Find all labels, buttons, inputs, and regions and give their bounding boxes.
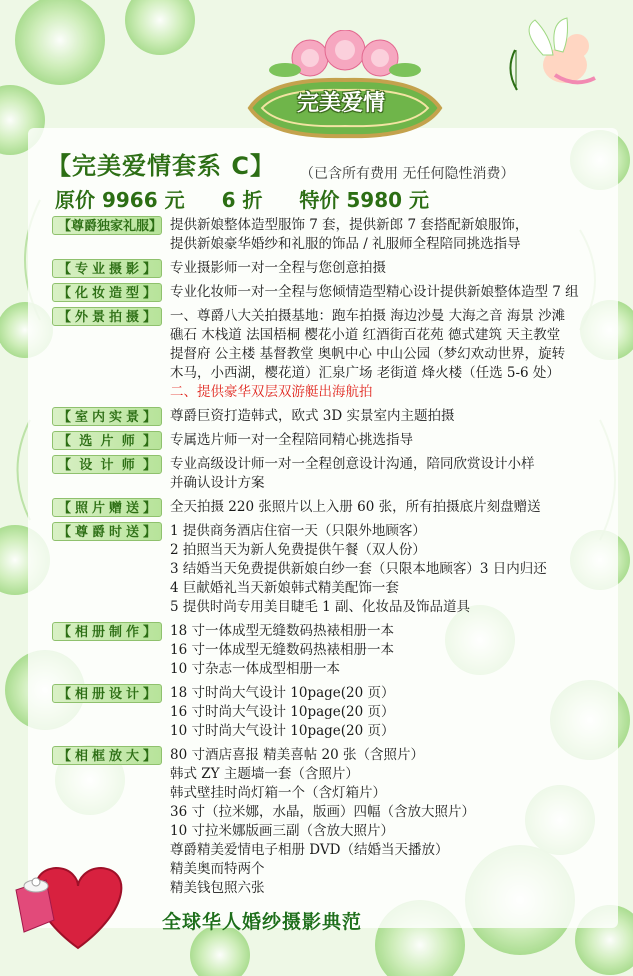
section-line: 提督府 公主楼 基督教堂 奥帆中心 中山公园（梦幻欢动世界，旋转 — [170, 346, 566, 362]
section-line: 10 寸杂志一体成型相册一本 — [170, 661, 340, 677]
section-line: 5 提供时尚专用美目睫毛 1 副、化妆品及饰品道具 — [170, 599, 471, 615]
section-label: 【相册设计】 — [52, 684, 162, 703]
section-label: 【外景拍摄】 — [52, 307, 162, 326]
section-line: 尊爵精美爱情电子相册 DVD（结婚当天播放） — [170, 842, 449, 858]
price-line — [55, 184, 459, 213]
package-section — [52, 746, 622, 898]
section-line: 韩式 ZY 主题墙一套（含照片） — [170, 766, 359, 782]
section-line: 16 寸一体成型无缝数码热裱相册一本 — [170, 642, 394, 658]
section-line: 一、尊爵八大关拍摄基地：跑车拍摄 海边沙曼 大海之音 海景 沙滩 — [170, 308, 566, 324]
badge-title: 完美爱情 — [296, 91, 385, 116]
section-line: 3 结婚当天免费提供新娘白纱一套（只限本地顾客）3 日内归还 — [170, 561, 547, 577]
package-section — [52, 522, 622, 617]
section-line: 36 寸（拉米娜，水晶，版画）四幅（含放大照片） — [170, 804, 475, 820]
section-label: 【相册制作】 — [52, 622, 162, 641]
footer-slogan: 全球华人婚纱摄影典范 — [162, 911, 363, 933]
package-section — [52, 498, 622, 517]
section-line: 80 寸酒店喜报 精美喜帖 20 张（含照片） — [170, 747, 425, 763]
section-label: 【相框放大】 — [52, 746, 162, 765]
package-section — [52, 431, 622, 450]
section-line: 提供新娘豪华婚纱和礼服的饰品 / 礼服师全程陪同挑选指导 — [170, 236, 521, 252]
section-content — [170, 259, 622, 278]
special-price: 特价 5980 元 — [299, 188, 430, 212]
section-content — [170, 622, 622, 679]
section-line: 专业化妆师一对一全程与您倾情造型精心设计提供新娘整体造型 7 组 — [170, 284, 579, 300]
original-price: 原价 9966 元 — [55, 188, 185, 212]
section-line: 专属选片师一对一全程陪同精心挑选指导 — [170, 432, 413, 448]
section-line: 10 寸拉米娜版画三副（含放大照片） — [170, 823, 394, 839]
cupid-icon — [495, 10, 625, 120]
discount: 6 折 — [221, 188, 263, 212]
section-label: 【尊爵独家礼服】 — [52, 216, 162, 235]
package-note: （已含所有费用 无任何隐性消费） — [300, 166, 515, 182]
section-line: 专业高级设计师一对一全程创意设计沟通，陪同欣赏设计小样 — [170, 456, 535, 472]
package-section — [52, 622, 622, 679]
section-content — [170, 216, 622, 254]
section-content — [170, 307, 622, 402]
package-section — [52, 216, 622, 254]
package-section — [52, 283, 622, 302]
package-section — [52, 407, 622, 426]
section-line: 提供新娘整体造型服饰 7 套，提供新郎 7 套搭配新娘服饰， — [170, 217, 529, 233]
section-line: 专业摄影师一对一全程与您创意拍摄 — [170, 260, 386, 276]
section-line: 2 拍照当天为新人免费提供午餐（双人份） — [170, 542, 426, 558]
section-line: 并确认设计方案 — [170, 475, 265, 491]
package-section — [52, 684, 622, 741]
section-label: 【室内实景】 — [52, 407, 162, 426]
section-label: 【选片师】 — [52, 431, 162, 450]
package-section — [52, 455, 622, 493]
package-section — [52, 307, 622, 402]
section-line: 精美奥而特两个 — [170, 861, 265, 877]
section-line: 全天拍摄 220 张照片以上入册 60 张，所有拍摄底片刻盘赠送 — [170, 499, 541, 515]
section-line: 木马，小西湖，樱花道）汇泉广场 老街道 烽火楼（任选 5-6 处） — [170, 365, 560, 381]
section-line: 18 寸时尚大气设计 10page(20 页） — [170, 685, 395, 701]
heart-gift-icon — [6, 830, 136, 960]
package-section — [52, 259, 622, 278]
section-content — [170, 455, 622, 493]
section-label: 【设计师】 — [52, 455, 162, 474]
section-line: 4 巨献婚礼当天新娘韩式精美配饰一套 — [170, 580, 399, 596]
section-line: 18 寸一体成型无缝数码热裱相册一本 — [170, 623, 394, 639]
section-content — [170, 684, 622, 741]
section-line: 10 寸时尚大气设计 10page(20 页） — [170, 723, 395, 739]
section-label: 【专业摄影】 — [52, 259, 162, 278]
section-content — [170, 746, 622, 898]
section-content — [170, 431, 622, 450]
section-line: 16 寸时尚大气设计 10page(20 页） — [170, 704, 395, 720]
section-content — [170, 283, 622, 302]
section-label: 【照片赠送】 — [52, 498, 162, 517]
section-content — [170, 522, 622, 617]
section-content — [170, 498, 622, 517]
package-item-list — [52, 216, 622, 903]
section-label: 【化妆造型】 — [52, 283, 162, 302]
section-label: 【尊爵时送】 — [52, 522, 162, 541]
section-line: 二、提供豪华双层双游艇出海航拍 — [170, 384, 373, 400]
section-line: 精美钱包照六张 — [170, 880, 265, 896]
section-line: 1 提供商务酒店住宿一天（只限外地顾客） — [170, 523, 426, 539]
section-line: 礁石 木栈道 法国梧桐 樱花小道 红酒街百花苑 德式建筑 天主教堂 — [170, 327, 561, 343]
package-title: 【完美爱情套系 C】 — [47, 152, 275, 180]
section-line: 尊爵巨资打造韩式，欧式 3D 实景室内主题拍摄 — [170, 408, 455, 424]
section-line: 韩式壁挂时尚灯箱一个（含灯箱片） — [170, 785, 386, 801]
section-content — [170, 407, 622, 426]
